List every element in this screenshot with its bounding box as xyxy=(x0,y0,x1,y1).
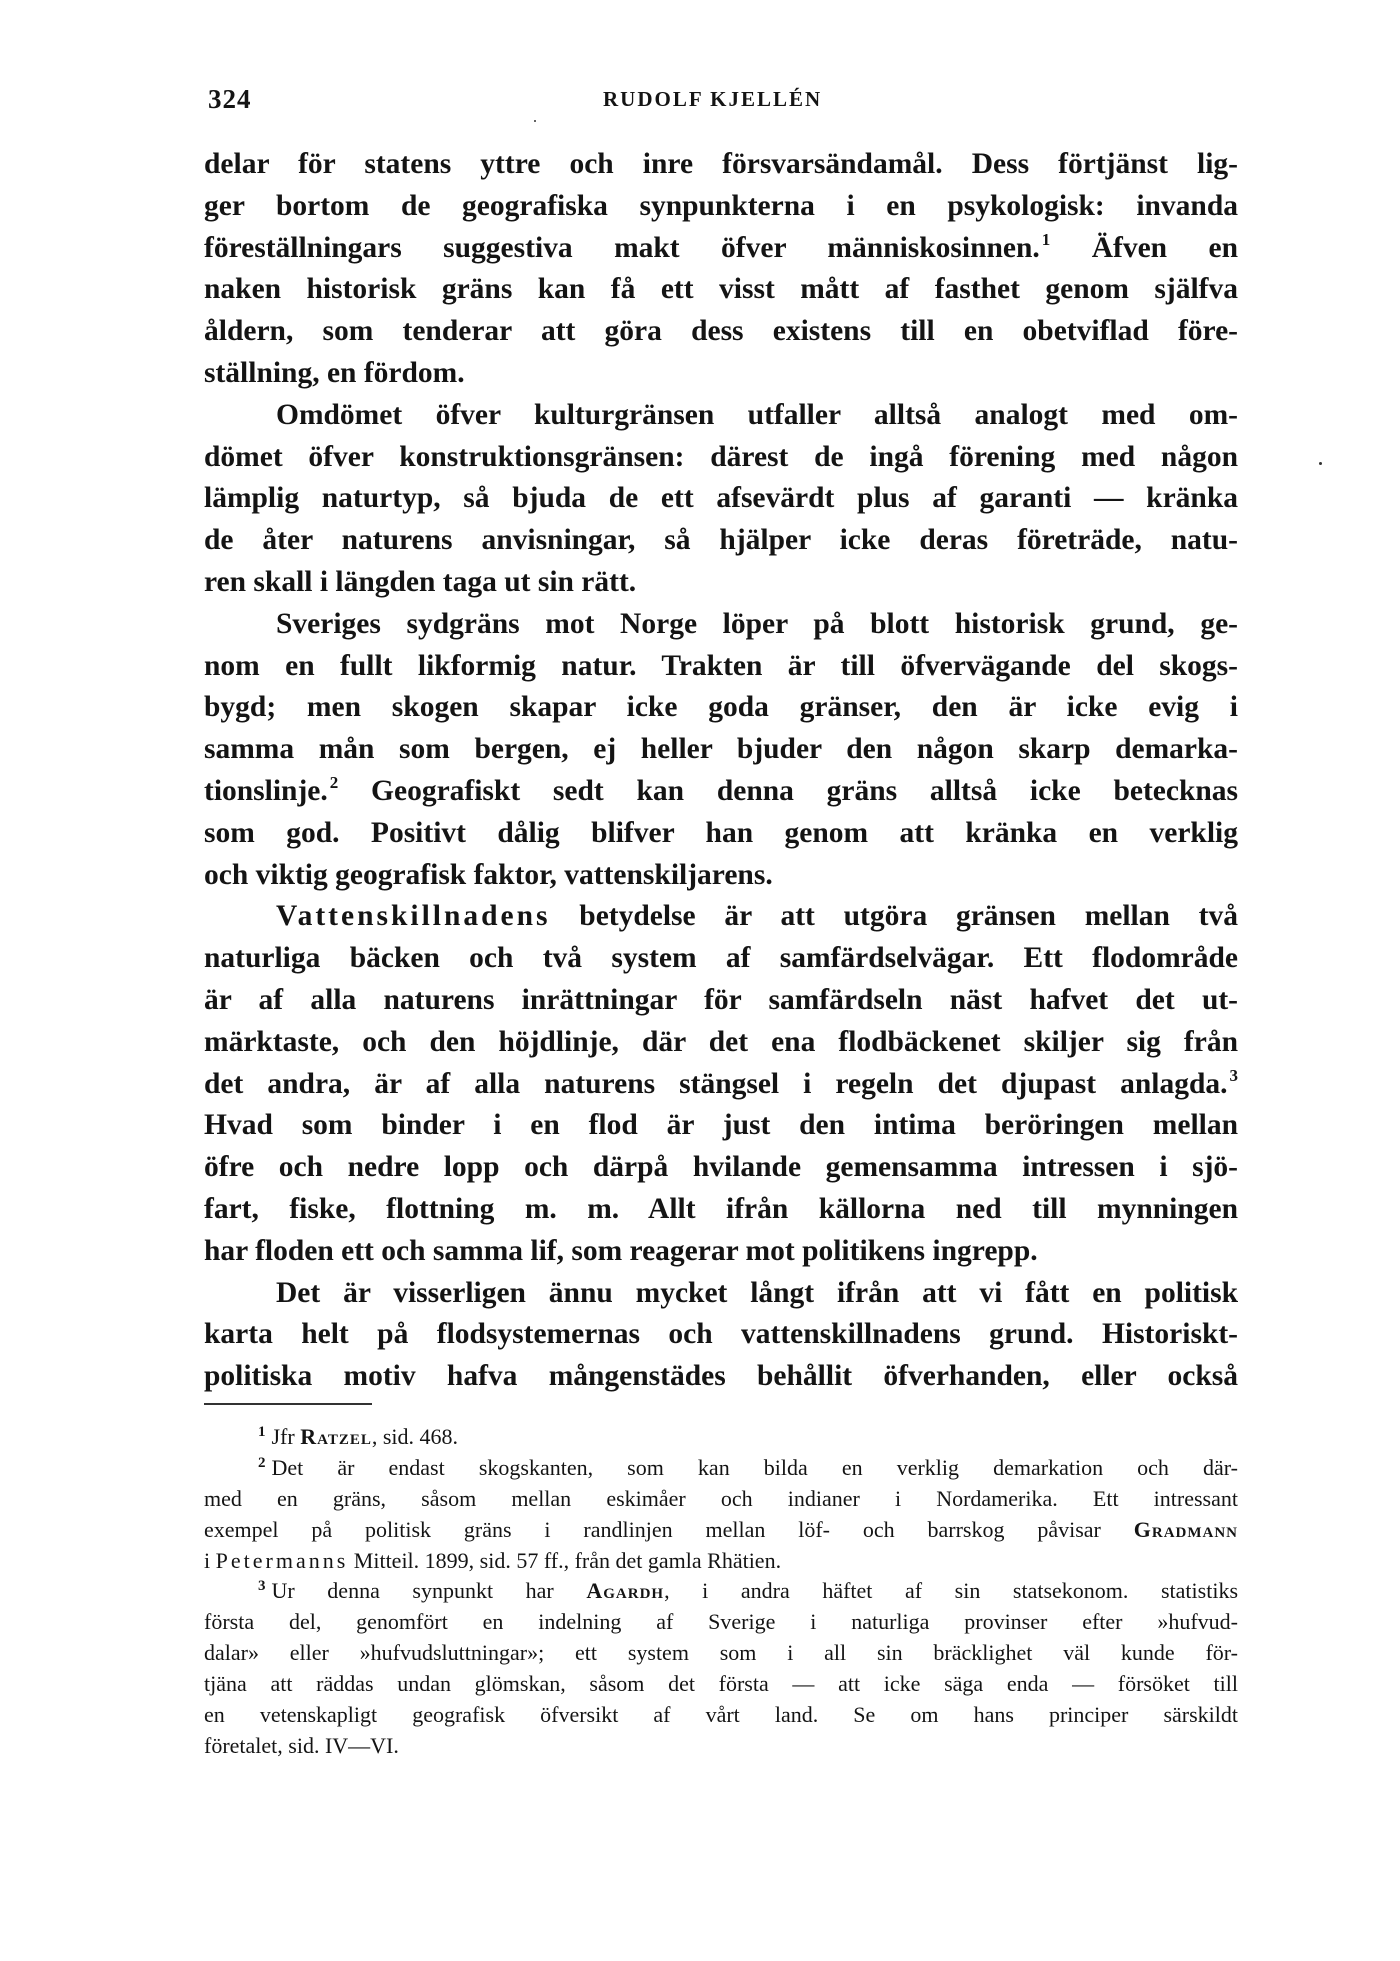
spaced-term: Vattenskillnadens xyxy=(276,900,551,933)
footnote-line: med en gräns, såsom mellan eskimåer och indianer i Nordamerika. Ett intressant xyxy=(204,1485,1238,1511)
text-segment: det andra, är af alla naturens stängsel i regeln det djupast anlagda. xyxy=(204,1067,1228,1100)
text-line: politiska motiv hafva mångenstädes behållit öfverhanden, eller också xyxy=(204,1360,1238,1393)
footnote-text: i xyxy=(204,1547,211,1573)
footnote-text: Det är endast skogskanten, som kan bilda en verklig demarkation och där- xyxy=(271,1454,1238,1480)
text-line: naken historisk gräns kan få ett visst mått af fasthet genom själfva xyxy=(204,273,1238,306)
text-line: Hvad som binder i en flod är just den intima beröringen mellan xyxy=(204,1109,1238,1142)
text-line: och viktig geografisk faktor, vattenskiljarens. xyxy=(204,858,773,891)
cited-journal: Petermanns xyxy=(215,1547,349,1573)
text-line: de åter naturens anvisningar, så hjälper icke deras företräde, natu- xyxy=(204,524,1238,557)
footnote-line: dalar» eller »hufvudsluttningar»; ett system som i all sin bräcklighet väl kunde för- xyxy=(204,1640,1238,1666)
text-line: ställning, en fördom. xyxy=(204,356,465,389)
footnote-line: tjäna att räddas undan glömskan, såsom det första — att icke säga enda — försöket till xyxy=(204,1671,1238,1697)
footnote-mark: 3 xyxy=(258,1578,266,1595)
footnote-text: exempel på politisk gräns i randlinjen mellan löf- och barrskog påvisar xyxy=(204,1516,1101,1542)
text-line: öfre och nedre lopp och därpå hvilande gemensamma intressen i sjö- xyxy=(204,1151,1238,1184)
text-line: naturliga bäcken och två system af samfärdselvägar. Ett flodområde xyxy=(204,942,1238,975)
footnote-ref: 1 xyxy=(1041,229,1051,249)
text-line: Sveriges sydgräns mot Norge löper på blott historisk grund, ge- xyxy=(276,607,1238,640)
footnote-ref: 3 xyxy=(1229,1065,1238,1085)
cited-author: Gradmann xyxy=(1133,1516,1239,1542)
text-segment: föreställningars suggestiva makt öfver människosinnen. xyxy=(204,231,1040,264)
text-line: bygd; men skogen skapar icke goda gränser, den är icke evig i xyxy=(204,691,1238,724)
text-line: samma mån som bergen, ej heller bjuder den någon skarp demarka- xyxy=(204,733,1238,766)
text-line: Det är visserligen ännu mycket långt ifrån att vi fått en politisk xyxy=(276,1276,1238,1309)
footnote-text: Ur denna synpunkt har xyxy=(271,1578,554,1604)
main-text xyxy=(204,144,1238,1398)
footnote-line xyxy=(204,1515,1238,1546)
footnote-1 xyxy=(204,1422,1238,1453)
text-segment: betydelse är att utgöra gränsen mellan två xyxy=(579,900,1238,933)
text-line: är af alla naturens inrättningar för samfärdseln näst hafvet det ut- xyxy=(204,983,1238,1016)
footnote-rule xyxy=(204,1403,372,1405)
text-line: lämplig naturtyp, så bjuda de ett afsevärdt plus af garanti — kränka xyxy=(204,482,1238,515)
footnote-line: företalet, sid. IV—VI. xyxy=(204,1732,399,1758)
text-line: åldern, som tenderar att göra dess existens till en obetviflad före- xyxy=(204,315,1238,348)
scan-speck xyxy=(534,120,536,122)
text-line xyxy=(204,771,1238,813)
page-number: 324 xyxy=(208,84,252,114)
text-line: Omdömet öfver kulturgränsen utfaller alltså analogt med om- xyxy=(276,398,1238,431)
text-line xyxy=(204,896,1238,938)
footnotes xyxy=(204,1422,1238,1762)
text-segment: Geografiskt sedt kan denna gräns alltså icke betecknas xyxy=(371,774,1238,807)
cited-author: Ratzel xyxy=(300,1424,372,1449)
text-segment: tionslinje. xyxy=(204,774,328,807)
text-line xyxy=(204,1064,1238,1106)
footnote-text: , sid. 468. xyxy=(371,1424,459,1449)
footnote-line: en vetenskapligt geografisk öfversikt af vårt land. Se om hans principer särskildt xyxy=(204,1702,1238,1728)
footnote-text: , i andra häftet af sin statsekonom. statistiks xyxy=(664,1578,1239,1604)
footnote-line xyxy=(204,1546,1238,1577)
text-line: nom en fullt likformig natur. Trakten är till öfvervägande del skogs- xyxy=(204,649,1238,682)
page-header xyxy=(208,84,1238,124)
text-segment: Äfven en xyxy=(1091,231,1238,264)
footnote-mark: 1 xyxy=(258,1424,266,1440)
text-line: märktaste, och den höjdlinje, där det ena flodbäckenet skiljer sig från xyxy=(204,1025,1238,1058)
footnote-text: Jfr xyxy=(271,1424,295,1449)
footnote-text: Mitteil. 1899, sid. 57 ff., från det gamla Rhätien. xyxy=(353,1547,782,1573)
text-line: karta helt på flodsystemernas och vattenskillnadens grund. Historiskt- xyxy=(204,1318,1238,1351)
footnote-line: första del, genomfört en indelning af Sverige i naturliga provinser efter »hufvud- xyxy=(204,1609,1238,1635)
footnote-2 xyxy=(204,1453,1238,1484)
scan-speck xyxy=(1319,462,1322,465)
text-line: ger bortom de geografiska synpunkterna i en psykologisk: invanda xyxy=(204,189,1238,222)
running-head: RUDOLF KJELLÉN xyxy=(603,87,823,111)
text-line: har floden ett och samma lif, som reagerar mot politikens ingrepp. xyxy=(204,1234,1038,1267)
cited-author: Agardh xyxy=(586,1578,665,1604)
text-line: fart, fiske, flottning m. m. Allt ifrån källorna ned till mynningen xyxy=(204,1192,1238,1225)
footnote-3 xyxy=(204,1576,1238,1607)
text-line xyxy=(204,228,1238,270)
text-line: som god. Positivt dålig blifver han genom att kränka en verklig xyxy=(204,816,1238,849)
text-line: ren skall i längden taga ut sin rätt. xyxy=(204,565,637,598)
footnote-mark: 2 xyxy=(258,1454,266,1471)
footnote-ref: 2 xyxy=(329,772,339,792)
text-line: delar för statens yttre och inre försvarsändamål. Dess förtjänst lig- xyxy=(204,148,1238,180)
text-line: dömet öfver konstruktionsgränsen: därest de ingå förening med någon xyxy=(204,440,1238,473)
